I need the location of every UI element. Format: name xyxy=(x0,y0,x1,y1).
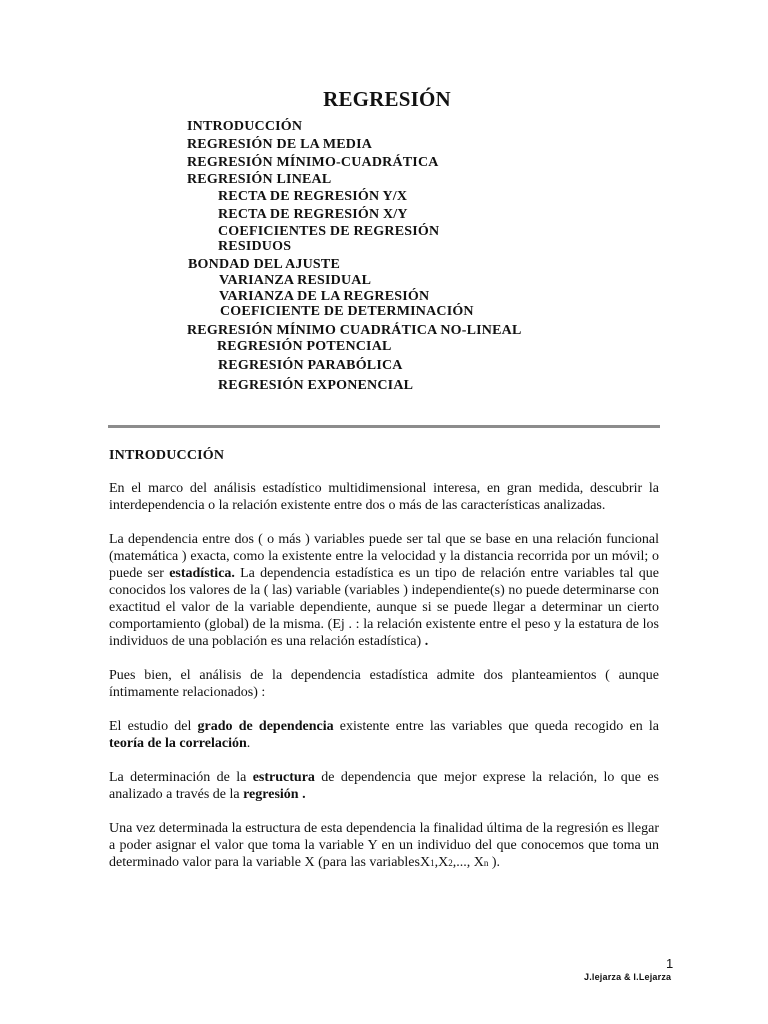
paragraph-intro: En el marco del análisis estadístico multidimensional interesa, en gran medida, descubrir la interdependencia o la relación existente entre dos o más de las características analizadas. xyxy=(109,481,659,513)
paragraph-finalidad: Una vez determinada la estructura de esta dependencia la finalidad última de la regresión es llegar a poder asignar el valor que toma la variable Y en un individuo del que conocemos que toma un determinado valor para la variable X (para las variablesX1,X2,..., Xn ). xyxy=(109,821,659,870)
toc-item: COEFICIENTES DE REGRESIÓN xyxy=(218,224,440,239)
toc-item: COEFICIENTE DE DETERMINACIÓN xyxy=(220,304,474,319)
toc-item: REGRESIÓN MÍNIMO-CUADRÁTICA xyxy=(187,155,439,170)
paragraph-dependencia: La dependencia entre dos ( o más ) variables puede ser tal que se base en una relación funcional (matemática ) exacta, como la existente entre la velocidad y la distancia recorrida por un móvil; o puede ser estadística. La dependencia estadística es un tipo de relación entre variables tal que conocidos los valores de la ( las) variable (variables ) independiente(s) no puede determinarse con exactitud el valor de la variable dependiente, aunque si se puede llegar a determinar un cierto comportamiento (global) de la misma. (Ej . : la relación existente entre el peso y la estatura de los individuos de una población es una relación estadística) . xyxy=(109,532,659,649)
toc-item: REGRESIÓN LINEAL xyxy=(187,172,332,187)
page-number: 1 xyxy=(666,956,674,971)
document-body xyxy=(109,447,659,889)
toc-item: REGRESIÓN EXPONENCIAL xyxy=(218,378,414,393)
footer-authors: J.lejarza & I.Lejarza xyxy=(584,972,672,982)
toc-item: REGRESIÓN MÍNIMO CUADRÁTICA NO-LINEAL xyxy=(187,323,522,338)
paragraph-planteamientos: Pues bien, el análisis de la dependencia estadística admite dos planteamientos ( aunque íntimamente relacionados) : xyxy=(109,668,659,700)
toc-item: REGRESIÓN DE LA MEDIA xyxy=(187,137,373,152)
toc-item: VARIANZA RESIDUAL xyxy=(219,273,372,288)
document-title: REGRESIÓN xyxy=(323,87,451,111)
section-heading: INTRODUCCIÓN xyxy=(109,448,225,463)
toc-item: INTRODUCCIÓN xyxy=(187,119,303,134)
toc-item: VARIANZA DE LA REGRESIÓN xyxy=(219,289,430,304)
paragraph-estructura: La determinación de la estructura de dependencia que mejor exprese la relación, lo que es analizado a través de la regresión . xyxy=(109,770,659,802)
toc-item: RECTA DE REGRESIÓN Y/X xyxy=(218,189,408,204)
toc-item: BONDAD DEL AJUSTE xyxy=(188,257,340,272)
toc-item: REGRESIÓN POTENCIAL xyxy=(217,339,392,354)
toc-item: RECTA DE REGRESIÓN X/Y xyxy=(218,207,408,222)
toc-item: REGRESIÓN PARABÓLICA xyxy=(218,358,403,373)
horizontal-rule xyxy=(108,425,660,428)
toc-item: RESIDUOS xyxy=(218,239,292,254)
paragraph-grado: El estudio del grado de dependencia existente entre las variables que queda recogido en la teoría de la correlación. xyxy=(109,719,659,751)
